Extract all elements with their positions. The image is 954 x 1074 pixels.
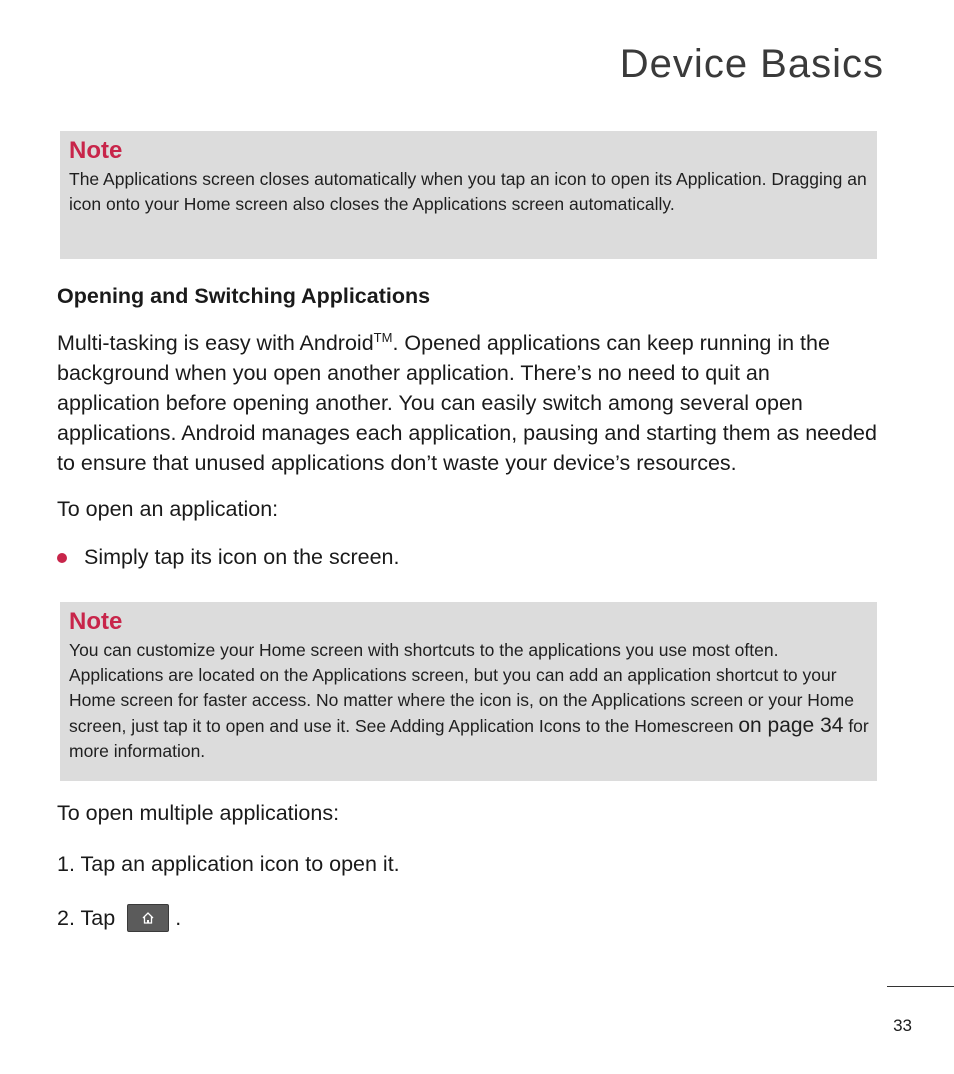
note-box-home-screen (60, 602, 877, 781)
trademark-mark: TM (373, 329, 393, 345)
note-title: Note (69, 137, 123, 164)
section-heading: Opening and Switching Applications (57, 284, 431, 308)
paragraph-text-start: Multi-tasking is easy with Android (57, 331, 374, 355)
bullet-text: Simply tap its icon on the screen. (84, 545, 400, 569)
step-one-text: 1. Tap an application icon to open it. (57, 852, 400, 876)
bullet-dot-icon (57, 553, 67, 563)
step-two-prefix: 2. Tap (57, 905, 116, 930)
step-two-suffix: . (175, 905, 182, 930)
open-multiple-heading: To open multiple applications: (57, 801, 340, 825)
footer-rule (887, 986, 954, 987)
note-box-applications (60, 131, 877, 259)
paragraph-text-rest: . Opened applications can keep running in the background when you open another application. There’s no need to quit an application before opening another. You can easily switch among several open applications. Android manages each application, pausing and starting them as needed to ensure that unused applications don’t waste your device’s resources. (57, 331, 877, 475)
note-title: Note (69, 608, 123, 635)
page-reference: on page 34 (738, 714, 844, 737)
bullet-item (57, 545, 400, 570)
note-text: The Applications screen closes automatically when you tap an icon to open its Application. Dragging an icon onto your Home screen also closes the Applications screen automatically. (69, 169, 867, 214)
step-two (57, 904, 181, 932)
note-text-body: You can customize your Home screen with shortcuts to the applications you use most often. Applications are located on the Applications screen, but you can add an application shortcut to your Home screen for faster access. No matter where the icon is, on the Applications screen or your Home screen, just tap it to open and use it. See Adding Application Icons to the Homescreen (69, 640, 854, 736)
page-title: Device Basics (619, 42, 884, 86)
section-paragraph (57, 328, 877, 478)
note-text (69, 638, 871, 764)
home-key-icon (127, 904, 169, 932)
step-one (57, 852, 400, 877)
home-icon (141, 911, 155, 925)
note-text-end: for more information. (69, 716, 869, 761)
open-app-heading: To open an application: (57, 497, 279, 521)
page-number: 33 (893, 1016, 912, 1035)
